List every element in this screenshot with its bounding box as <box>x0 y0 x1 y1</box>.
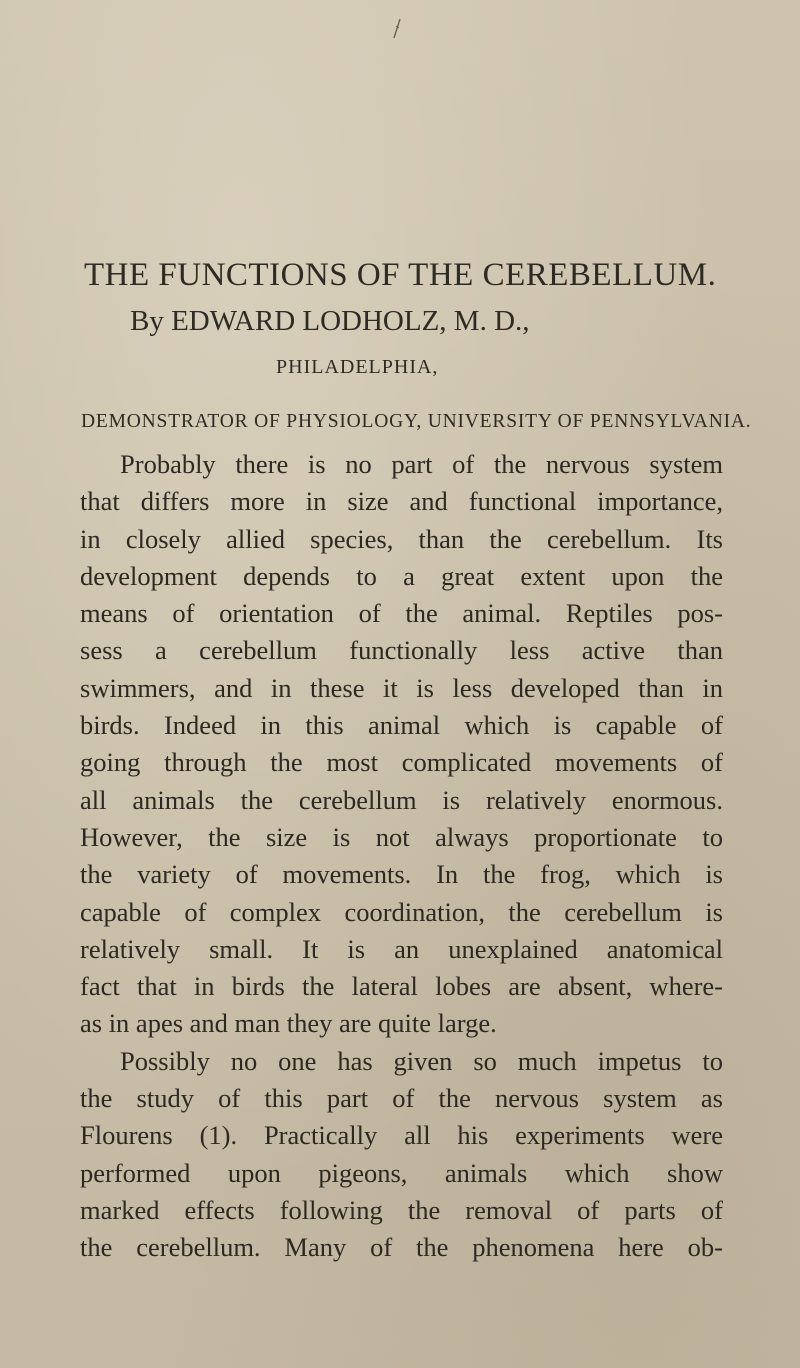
author-byline: By EDWARD LODHOLZ, M. D., <box>130 305 530 337</box>
text-line: the study of this part of the nervous system as <box>80 1083 723 1114</box>
text-line: going through the most complicated movements of <box>80 747 723 778</box>
text-line: in closely allied species, than the cerebellum. Its <box>80 523 723 554</box>
article-title: THE FUNCTIONS OF THE CEREBELLUM. <box>84 257 717 293</box>
text-line: Possibly no one has given so much impetus to <box>120 1045 723 1076</box>
text-line: as in apes and man they are quite large. <box>80 1008 497 1039</box>
text-line: Probably there is no part of the nervous system <box>120 449 723 479</box>
text-line: Flourens (1). Practically all his experiments were <box>80 1120 723 1151</box>
text-line: performed upon pigeons, animals which show <box>80 1157 723 1188</box>
text-line: relatively small. It is an unexplained anatomical <box>80 933 723 964</box>
text-line: sess a cerebellum functionally less active than <box>80 635 723 666</box>
text-line: marked effects following the removal of parts of <box>80 1194 723 1225</box>
author-city: PHILADELPHIA, <box>276 356 439 378</box>
paragraph-2 <box>80 1043 723 1267</box>
text-line: birds. Indeed in this animal which is capable of <box>80 710 723 741</box>
text-line: However, the size is not always proportionate to <box>80 821 723 852</box>
text-line: means of orientation of the animal. Reptiles pos- <box>80 598 723 629</box>
text-line: fact that in birds the lateral lobes are absent, where- <box>80 971 723 1002</box>
pencil-mark-icon <box>390 18 404 40</box>
text-line: all animals the cerebellum is relatively enormous. <box>80 784 723 815</box>
text-line: development depends to a great extent upon the <box>80 560 723 591</box>
text-line: capable of complex coordination, the cerebellum is <box>80 896 723 927</box>
author-affiliation: DEMONSTRATOR OF PHYSIOLOGY, UNIVERSITY OF PENNSYLVANIA. <box>81 411 752 432</box>
text-line: swimmers, and in these it is less developed than in <box>80 672 723 703</box>
text-line: the variety of movements. In the frog, which is <box>80 859 723 890</box>
text-line: that differs more in size and functional importance, <box>80 486 723 517</box>
text-line: the cerebellum. Many of the phenomena here ob- <box>80 1232 723 1263</box>
article-body <box>80 446 723 1267</box>
paragraph-1 <box>80 446 723 1043</box>
